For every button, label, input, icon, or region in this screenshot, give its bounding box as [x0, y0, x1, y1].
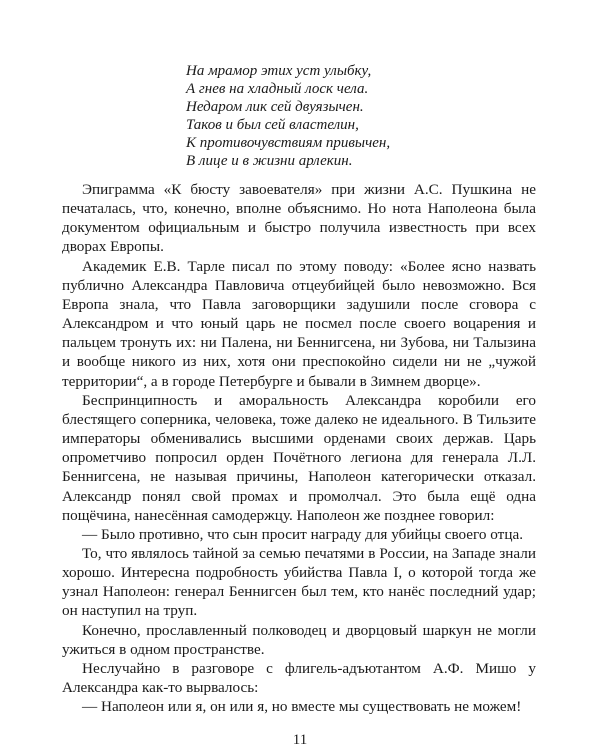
paragraph: Академик Е.В. Тарле писал по этому поводу: «Более ясно назвать публично Александра Павловича отцеубийцей было невозможно. Вся Европа знала, что Павла заговорщики задушили после сговора с Александром и что юный царь не посмел после своего воцарения и пальцем тронуть их: ни Палена, ни Беннигсена, ни Зубова, ни Талызина и вообще никого из них, хотя они преспокойно сидели ни не „чужой территории“, а в городе Петербурге и бывали в Зимнем дворце». — [62, 257, 536, 390]
paragraph-quote: — Было противно, что сын просит награду для убийцы своего отца. — [82, 525, 523, 543]
paragraph: Беспринципность и аморальность Александра коробили его блестящего соперника, человека, тоже далеко не идеального. В Тильзите императоры обменивались высшими орденами своих держав. Царь опрометчиво попросил орден Почётного легиона для генерала Л.Л. Беннигсена, не называя причины, Наполеон категорически отказал. Александр понял свой промах и промолчал. Это была ещё одна пощёчина, нанесённая самодержцу. Наполеон же позднее говорил: — [62, 391, 536, 524]
poem-line: В лице и в жизни арлекин. — [186, 153, 353, 169]
poem-line: К противочувствиям привычен, — [186, 135, 391, 151]
paragraph: То, что являлось тайной за семью печатями в России, на Западе знали хорошо. Интересна подробность убийства Павла I, о которой тогда же узнал Наполеон: генерал Беннигсен был тем, кто нанёс последний удар; он наступил на труп. — [62, 544, 536, 620]
paragraph: Неслучайно в разговоре с флигель-адъютантом А.Ф. Мишо у Александра как-то вырвалось: — [62, 659, 536, 697]
paragraph: Эпиграмма «К бюсту завоевателя» при жизни А.С. Пушкина не печаталась, что, конечно, вполне объяснимо. Но нота Наполеона была документом официальным и быстро получила известность при всех дворах Европы. — [62, 181, 536, 256]
body-text — [62, 180, 536, 716]
page-number: 11 — [292, 732, 308, 748]
paragraph: Конечно, прославленный полководец и дворцовый шаркун не могли ужиться в одном пространстве. — [62, 621, 536, 658]
poem-line: Недаром лик сей двуязычен. — [186, 99, 364, 115]
poem-line: А гнев на хладный лоск чела. — [186, 81, 369, 97]
paragraph-quote: — Наполеон или я, он или я, но вместе мы существовать не можем! — [82, 698, 522, 716]
epigram-poem — [186, 62, 390, 170]
poem-line: Таков и был сей властелин, — [186, 117, 359, 133]
poem-line: На мрамор этих уст улыбку, — [186, 63, 372, 79]
